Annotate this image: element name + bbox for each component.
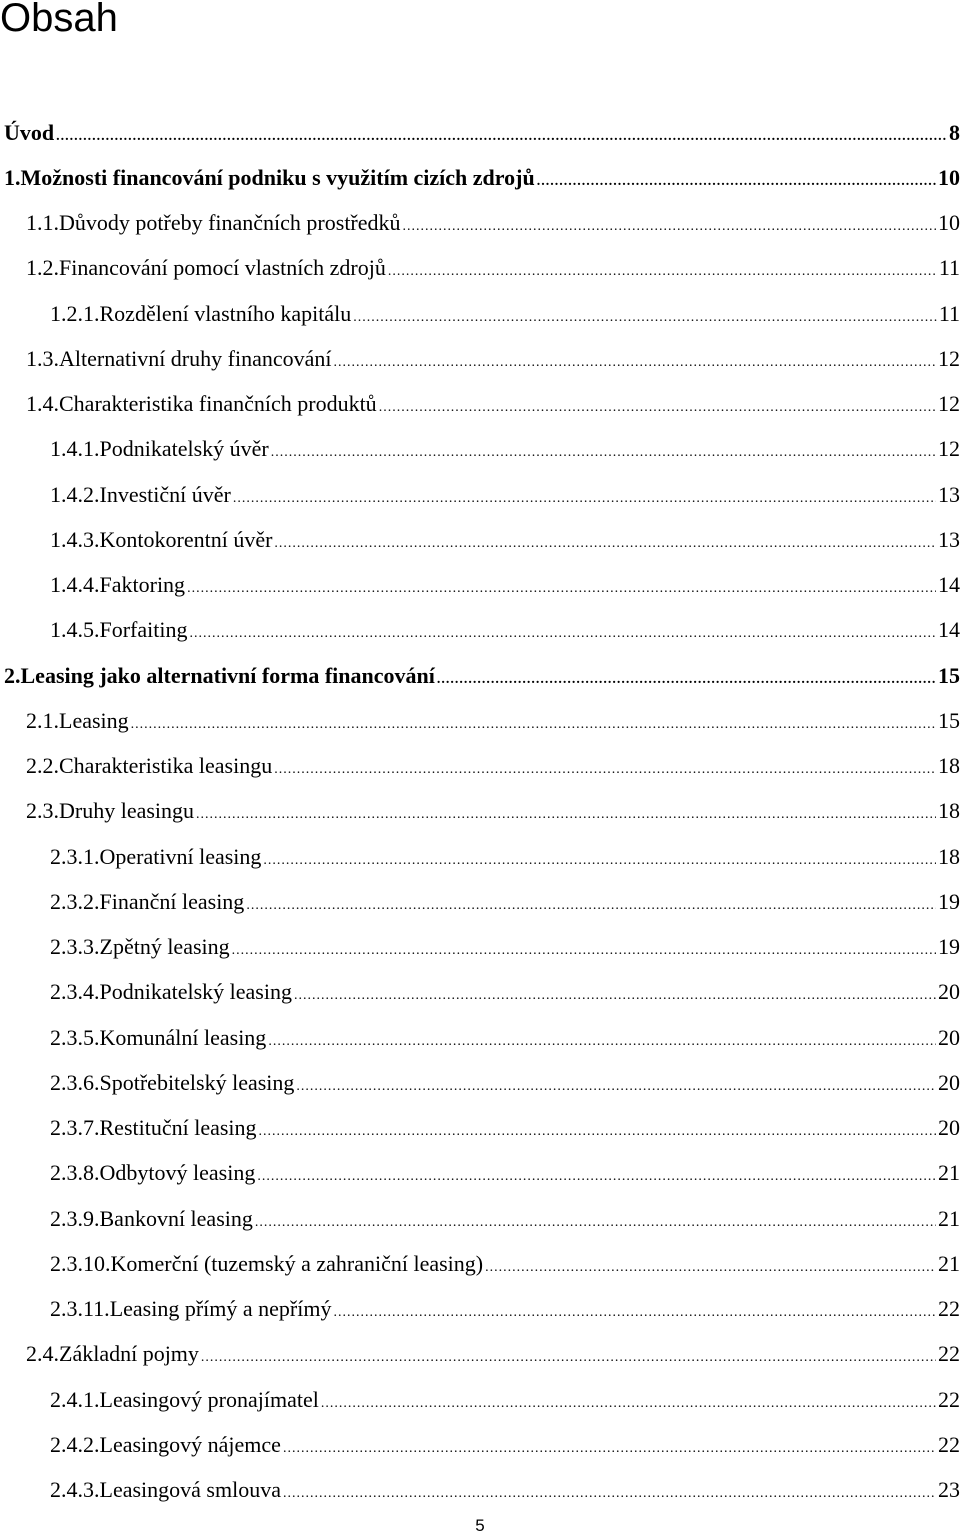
toc-dot-leader bbox=[294, 980, 936, 1004]
toc-entry[interactable] bbox=[0, 1332, 960, 1377]
toc-entry-title: Základní pojmy bbox=[59, 1341, 199, 1367]
toc-entry-page: 20 bbox=[938, 1115, 960, 1141]
toc-entry-title: Komunální leasing bbox=[99, 1024, 267, 1050]
toc-entry[interactable] bbox=[0, 1241, 960, 1286]
toc-entry-number: 2.2. bbox=[26, 753, 59, 779]
toc-dot-leader bbox=[485, 1252, 936, 1276]
toc-entry-title: Důvody potřeby finančních prostředků bbox=[59, 210, 401, 236]
toc-dot-leader bbox=[388, 256, 937, 280]
toc-entry-page: 21 bbox=[938, 1205, 960, 1231]
toc-entry-page: 12 bbox=[938, 436, 960, 462]
toc-dot-leader bbox=[537, 166, 936, 190]
toc-entry-page: 14 bbox=[938, 572, 960, 598]
toc-entry-number: 2.3.5. bbox=[50, 1024, 100, 1050]
toc-entry-page: 20 bbox=[938, 979, 960, 1005]
toc-entry-page: 14 bbox=[938, 617, 960, 643]
toc-dot-leader bbox=[190, 618, 937, 642]
toc-dot-leader bbox=[187, 573, 936, 597]
toc-entry-page: 22 bbox=[938, 1386, 960, 1412]
toc-entry-title: Leasing bbox=[59, 707, 129, 733]
toc-dot-leader bbox=[283, 1433, 936, 1457]
toc-entry[interactable] bbox=[0, 336, 960, 381]
toc-entry-title: Leasing jako alternativní forma financování bbox=[20, 662, 435, 688]
toc-entry-number: 2.4.1. bbox=[50, 1386, 100, 1412]
toc-entry-number: 1.2. bbox=[26, 255, 59, 281]
toc-entry[interactable] bbox=[0, 1377, 960, 1422]
toc-dot-leader bbox=[403, 211, 936, 235]
toc-entry[interactable] bbox=[0, 1151, 960, 1196]
toc-entry[interactable] bbox=[0, 291, 960, 336]
toc-entry-number: 2.4. bbox=[26, 1341, 59, 1367]
toc-entry-title: Podnikatelský leasing bbox=[99, 979, 292, 1005]
toc-entry-title: Leasingový nájemce bbox=[99, 1431, 281, 1457]
toc-dot-leader bbox=[233, 483, 936, 507]
toc-entry[interactable] bbox=[0, 653, 960, 698]
toc-entry-title: Leasing přímý a nepřímý bbox=[109, 1296, 332, 1322]
toc-entry-number: 2.3.8. bbox=[50, 1160, 100, 1186]
toc-entry-page: 18 bbox=[938, 798, 960, 824]
toc-entry-page: 13 bbox=[938, 481, 960, 507]
toc-entry-title: Kontokorentní úvěr bbox=[99, 526, 273, 552]
toc-entry-number: 2.3.3. bbox=[50, 934, 100, 960]
toc-entry-title: Faktoring bbox=[99, 572, 186, 598]
toc-entry-number: 1.4.2. bbox=[50, 481, 100, 507]
toc-entry-page: 10 bbox=[938, 164, 960, 190]
toc-entry-title: Úvod bbox=[4, 119, 55, 145]
toc-dot-leader bbox=[379, 392, 936, 416]
toc-entry[interactable] bbox=[0, 1196, 960, 1241]
toc-entry[interactable] bbox=[0, 110, 960, 155]
toc-entry-number: 1.4.5. bbox=[50, 617, 100, 643]
toc-entry-number: 2.4.2. bbox=[50, 1431, 100, 1457]
toc-entry-title: Podnikatelský úvěr bbox=[99, 436, 269, 462]
toc-entry[interactable] bbox=[0, 834, 960, 879]
toc-entry-number: 2. bbox=[4, 662, 21, 688]
toc-entry-number: 2.3.7. bbox=[50, 1115, 100, 1141]
toc-entry-page: 11 bbox=[938, 300, 960, 326]
toc-entry-page: 21 bbox=[938, 1250, 960, 1276]
toc-entry[interactable] bbox=[0, 698, 960, 743]
toc-entry-page: 8 bbox=[949, 119, 960, 145]
toc-entry-title: Rozdělení vlastního kapitálu bbox=[99, 300, 352, 326]
toc-entry[interactable] bbox=[0, 925, 960, 970]
page-number: 5 bbox=[475, 1516, 485, 1535]
toc-entry[interactable] bbox=[0, 970, 960, 1015]
toc-dot-leader bbox=[131, 709, 936, 733]
toc-entry-number: 1.2.1. bbox=[50, 300, 100, 326]
toc-dot-leader bbox=[353, 302, 937, 326]
toc-entry-page: 13 bbox=[938, 526, 960, 552]
toc-entry-title: Zpětný leasing bbox=[99, 934, 230, 960]
toc-entry-title: Leasingový pronajímatel bbox=[99, 1386, 319, 1412]
toc-entry-title: Možnosti financování podniku s využitím cizích zdrojů bbox=[20, 164, 535, 190]
toc-entry[interactable] bbox=[0, 472, 960, 517]
toc-entry-title: Operativní leasing bbox=[99, 843, 262, 869]
toc-entry-number: 2.3.2. bbox=[50, 888, 100, 914]
toc-entry-title: Charakteristika leasingu bbox=[59, 753, 273, 779]
toc-entry-title: Finanční leasing bbox=[99, 888, 245, 914]
toc-entry[interactable] bbox=[0, 517, 960, 562]
toc-entry[interactable] bbox=[0, 789, 960, 834]
toc-entry-title: Investiční úvěr bbox=[99, 481, 231, 507]
toc-entry-number: 1.4.4. bbox=[50, 572, 100, 598]
toc-dot-leader bbox=[271, 437, 936, 461]
toc-entry-title: Restituční leasing bbox=[99, 1115, 257, 1141]
toc-entry-page: 23 bbox=[938, 1477, 960, 1503]
toc-entry-number: 1.1. bbox=[26, 210, 59, 236]
toc-entry-page: 22 bbox=[938, 1431, 960, 1457]
toc-dot-leader bbox=[333, 1297, 936, 1321]
toc-dot-leader bbox=[437, 664, 936, 688]
toc-dot-leader bbox=[296, 1071, 936, 1095]
toc-entry-page: 11 bbox=[938, 255, 960, 281]
toc-dot-leader bbox=[333, 347, 936, 371]
toc-entry-title: Spotřebitelský leasing bbox=[99, 1069, 295, 1095]
toc-entry-title: Druhy leasingu bbox=[59, 798, 195, 824]
toc-entry-page: 20 bbox=[938, 1069, 960, 1095]
toc-dot-leader bbox=[274, 754, 936, 778]
toc-entry-title: Komerční (tuzemský a zahraniční leasing) bbox=[110, 1250, 484, 1276]
toc-entry[interactable] bbox=[0, 1106, 960, 1151]
toc-entry[interactable] bbox=[0, 563, 960, 608]
toc-entry-title: Alternativní druhy financování bbox=[59, 345, 332, 371]
toc-entry-number: 1.4. bbox=[26, 391, 59, 417]
toc-entry-page: 22 bbox=[938, 1296, 960, 1322]
toc-dot-leader bbox=[283, 1478, 936, 1502]
toc-dot-leader bbox=[257, 1161, 936, 1185]
toc-entry[interactable] bbox=[0, 382, 960, 427]
toc-entry[interactable] bbox=[0, 879, 960, 924]
toc-dot-leader bbox=[255, 1207, 936, 1231]
toc-entry[interactable] bbox=[0, 427, 960, 472]
toc-entry[interactable] bbox=[0, 1015, 960, 1060]
toc-entry-number: 2.1. bbox=[26, 707, 59, 733]
toc-entry[interactable] bbox=[0, 201, 960, 246]
toc-dot-leader bbox=[274, 528, 936, 552]
toc-entry-title: Odbytový leasing bbox=[99, 1160, 256, 1186]
toc-entry-number: 1.4.3. bbox=[50, 526, 100, 552]
toc-dot-leader bbox=[201, 1342, 936, 1366]
toc-entry-number: 2.3.11. bbox=[50, 1296, 110, 1322]
toc-entry-title: Forfaiting bbox=[99, 617, 188, 643]
toc-entry-page: 18 bbox=[938, 843, 960, 869]
toc-entry[interactable] bbox=[0, 155, 960, 200]
toc-dot-leader bbox=[196, 799, 936, 823]
toc-entry-number: 1.3. bbox=[26, 345, 59, 371]
toc-entry-number: 2.3.6. bbox=[50, 1069, 100, 1095]
toc-entry[interactable] bbox=[0, 608, 960, 653]
toc-dot-leader bbox=[321, 1388, 936, 1412]
toc-entry-title: Charakteristika finančních produktů bbox=[59, 391, 377, 417]
toc-dot-leader bbox=[246, 890, 936, 914]
toc-entry[interactable] bbox=[0, 1060, 960, 1105]
toc-dot-leader bbox=[263, 845, 936, 869]
toc-entry[interactable] bbox=[0, 246, 960, 291]
toc-entry-page: 15 bbox=[938, 662, 960, 688]
toc-dot-leader bbox=[56, 121, 947, 145]
toc-entry[interactable] bbox=[0, 744, 960, 789]
toc-entry-page: 12 bbox=[938, 345, 960, 371]
toc-entry-page: 19 bbox=[938, 934, 960, 960]
toc-entry-page: 18 bbox=[938, 753, 960, 779]
toc-entry[interactable] bbox=[0, 1287, 960, 1332]
toc-entry-page: 19 bbox=[938, 888, 960, 914]
toc-entry-page: 10 bbox=[938, 210, 960, 236]
toc-entry-number: 2.3.1. bbox=[50, 843, 100, 869]
toc-entry-number: 1.4.1. bbox=[50, 436, 100, 462]
toc-entry-page: 12 bbox=[938, 391, 960, 417]
toc-entry-title: Leasingová smlouva bbox=[99, 1477, 281, 1503]
toc-entry-number: 2.3.10. bbox=[50, 1250, 111, 1276]
toc-dot-leader bbox=[259, 1116, 936, 1140]
toc-entry-number: 1. bbox=[4, 164, 21, 190]
toc-entry[interactable] bbox=[0, 1422, 960, 1467]
toc-entry-page: 15 bbox=[938, 707, 960, 733]
toc-entry-page: 20 bbox=[938, 1024, 960, 1050]
toc-entry-title: Bankovní leasing bbox=[99, 1205, 253, 1231]
toc-entry-title: Financování pomocí vlastních zdrojů bbox=[59, 255, 386, 281]
toc-entry-page: 21 bbox=[938, 1160, 960, 1186]
toc-entry[interactable] bbox=[0, 1468, 960, 1513]
toc-entry-number: 2.3. bbox=[26, 798, 59, 824]
toc-dot-leader bbox=[232, 935, 936, 959]
toc-entry-number: 2.3.4. bbox=[50, 979, 100, 1005]
table-of-contents bbox=[0, 110, 960, 1513]
toc-dot-leader bbox=[268, 1026, 936, 1050]
toc-entry-number: 2.4.3. bbox=[50, 1477, 100, 1503]
toc-entry-page: 22 bbox=[938, 1341, 960, 1367]
toc-entry-number: 2.3.9. bbox=[50, 1205, 100, 1231]
page-title: Obsah bbox=[0, 0, 118, 40]
